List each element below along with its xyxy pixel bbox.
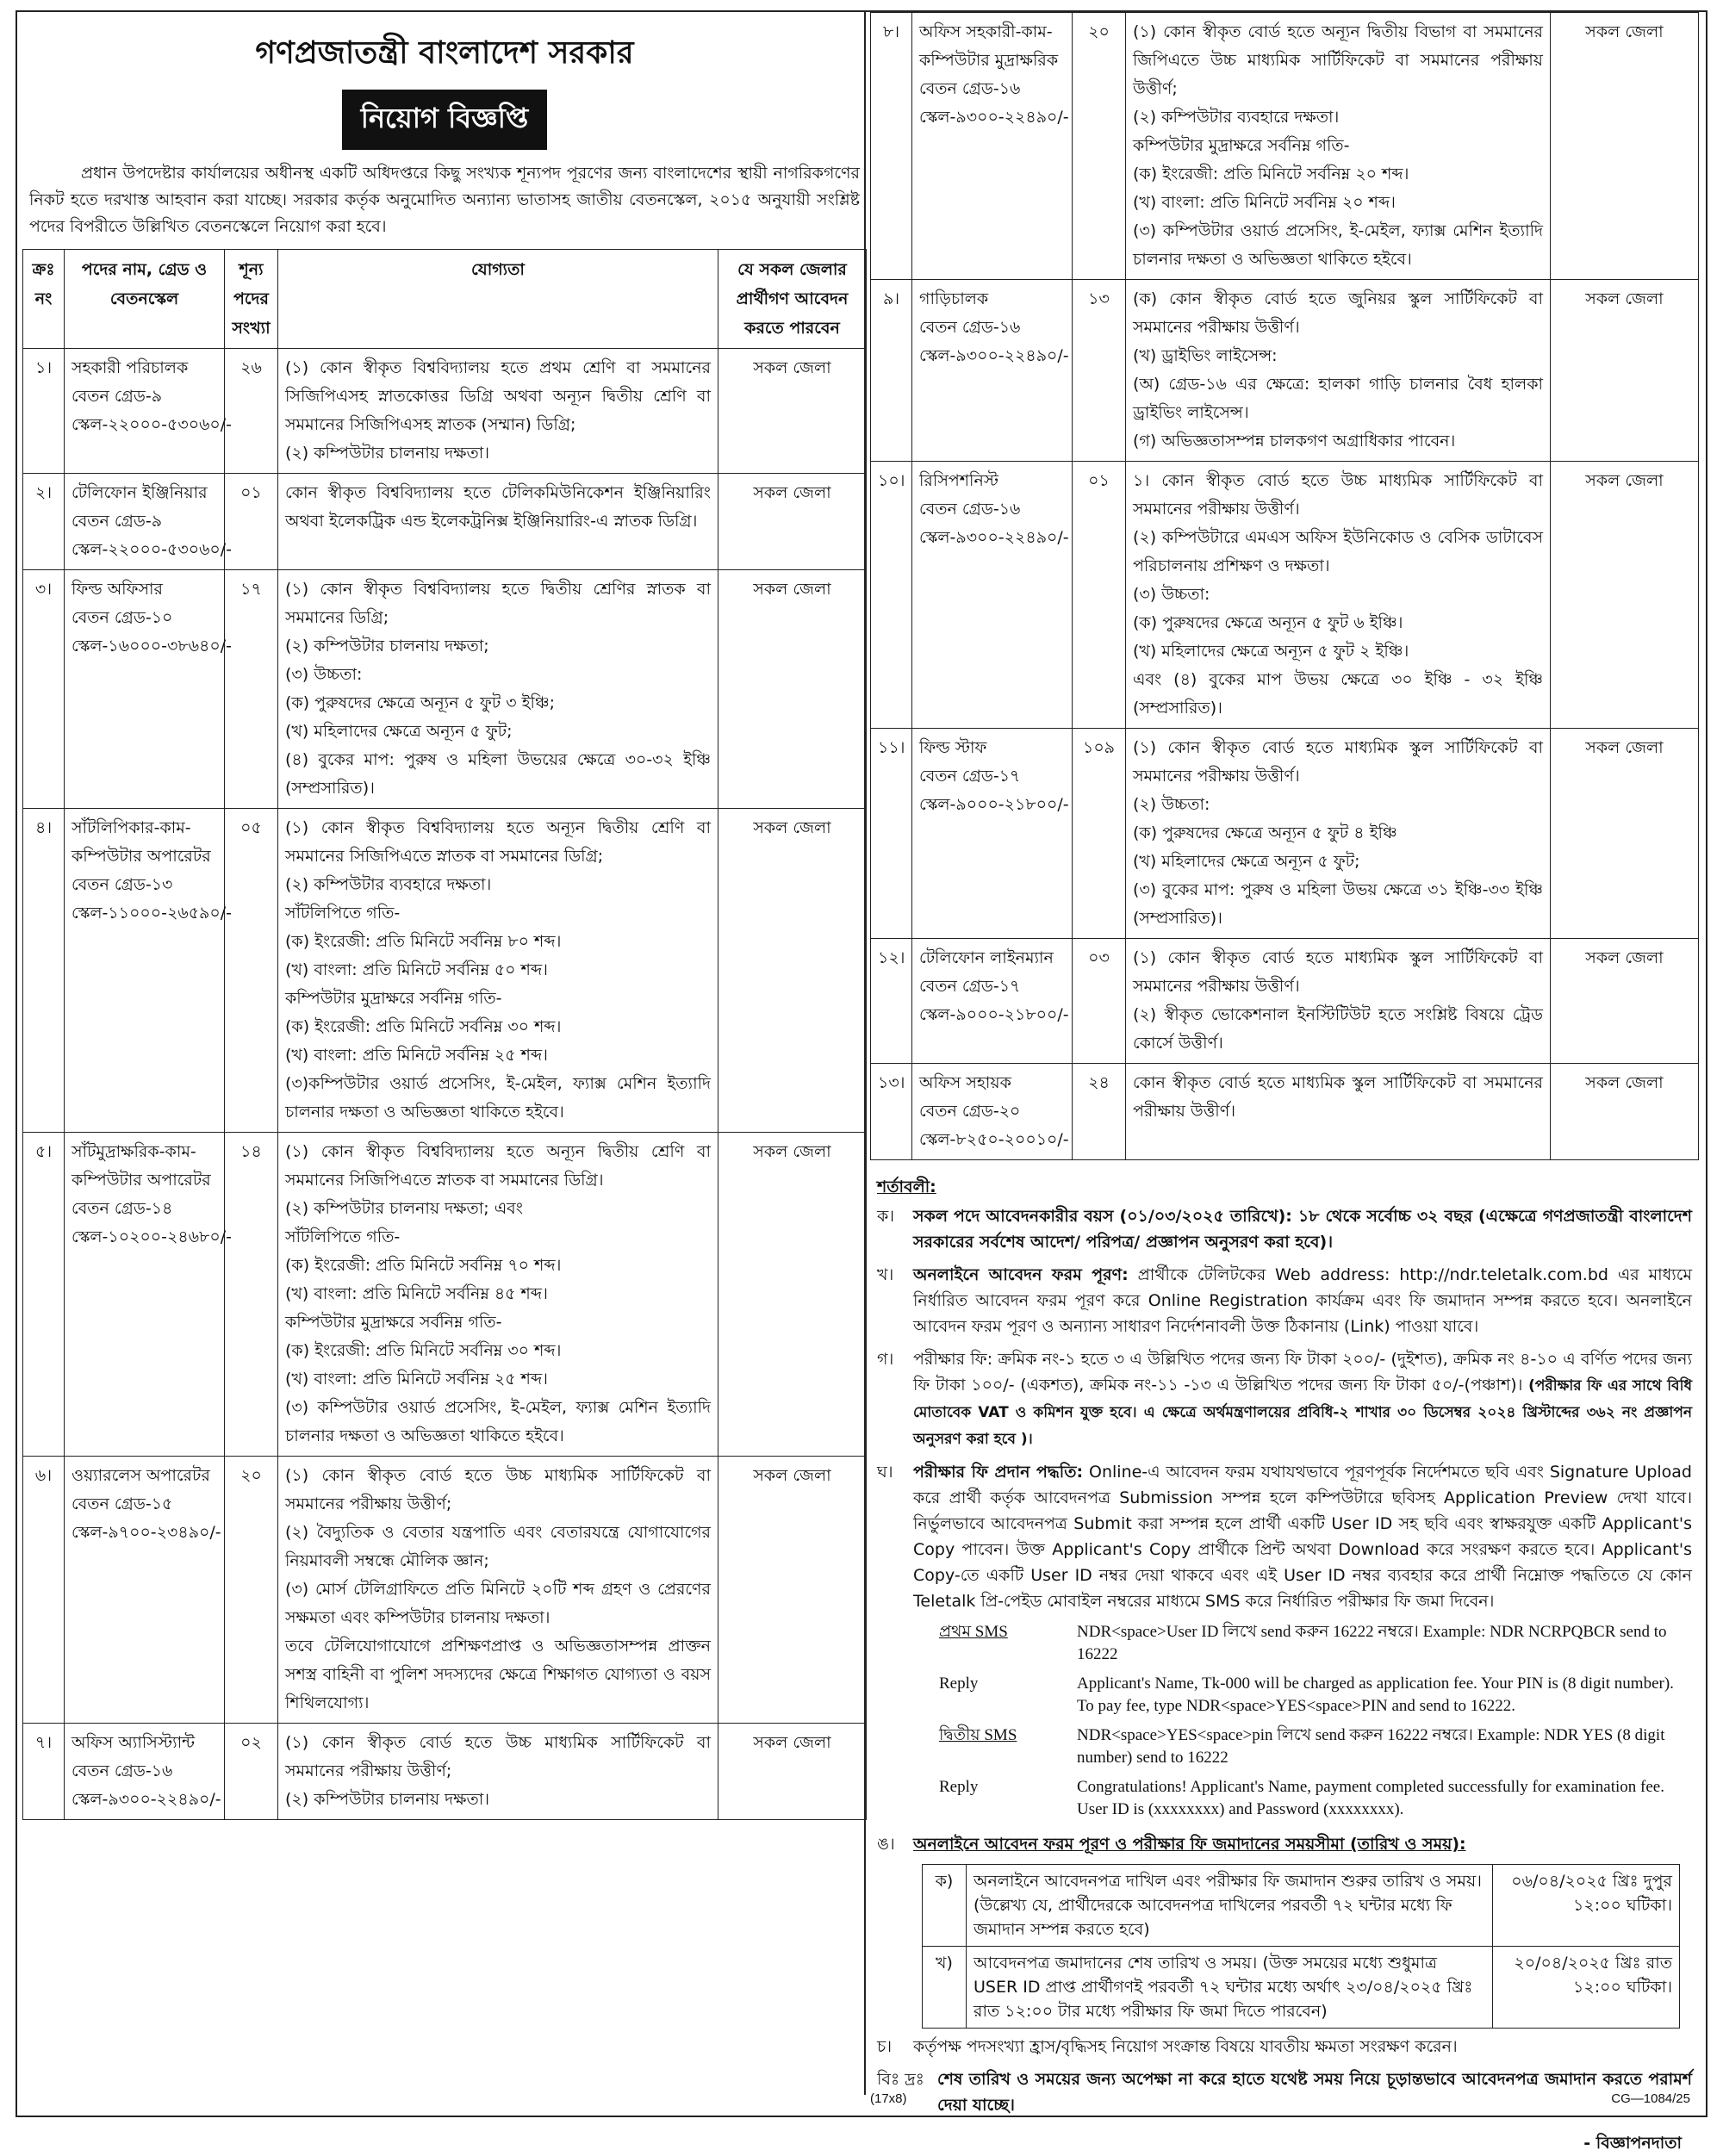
term-ka-text: সকল পদে আবেদনকারীর বয়স (০১/০৩/২০২৫ তারিখে): ১৮ থেকে সর্বোচ্চ ৩২ বছর (এক্ষেত্রে গণপ্রজাতন্ত্রী বাংলাদেশ সরকারের সর্বশেষ আদেশ/ পরিপত্র/ প্রজ্ঞাপন অনুসরণ করা হবে)। [913, 1207, 1692, 1252]
pay-scale: স্কেল-৯৩০০-২২৪৯০/- [919, 528, 1069, 547]
job-post-name [912, 13, 1073, 280]
pay-scale: স্কেল-৯৩০০-২২৪৯০/- [72, 1790, 221, 1809]
qualification-item: (ক) পুরুষদের ক্ষেত্রে অন্যূন ৫ ফুট ৩ ইঞ্চি; [285, 693, 555, 712]
qualification-item: (ক) পুরুষদের ক্ষেত্রে অন্যূন ৫ ফুট ৪ ইঞ্চি [1133, 823, 1397, 842]
job-qualification [1126, 1064, 1551, 1160]
qualification-item: (খ) মহিলাদের ক্ষেত্রে অন্যূন ৫ ফুট ২ ইঞ্চি। [1133, 642, 1409, 661]
eligible-districts: সকল জেলা [718, 349, 867, 474]
eligible-districts: সকল জেলা [718, 570, 867, 809]
sms-label: Reply [939, 1778, 979, 1796]
post-title: গাড়িচালক [919, 289, 989, 308]
qualification-item: (খ) বাংলা: প্রতি মিনিটে সর্বনিম্ন ২৫ শব্দ। [285, 1046, 548, 1065]
eligible-districts: সকল জেলা [1551, 13, 1699, 280]
pay-scale: স্কেল-৮২৫০-২০০১০/- [919, 1130, 1069, 1149]
vacancy-count: ২৬ [225, 349, 278, 474]
job-row [871, 280, 1699, 462]
job-row [23, 809, 867, 1133]
qualification-item: (২) কম্পিউটারে এমএস অফিস ইউনিকোড ও বেসিক ডাটাবেস পরিচালনায় প্রশিক্ষণ ও দক্ষতা। [1133, 528, 1543, 575]
job-post-name [65, 1724, 225, 1820]
qualification-item: (৩) উচ্চতা: [1133, 585, 1210, 604]
eligible-districts: সকল জেলা [718, 809, 867, 1133]
job-post-name [65, 1133, 232, 1457]
term-gha-text: Online-এ আবেদন ফরম যথাযথভাবে পূরণপূর্বক নির্দেশমতে ছবি এবং Signature Upload করে প্রার্থী কর্তৃক আবেদনপত্র Submission সম্পন্ন হলে কম্পিউটারে ছবিসহ Application Preview দেখা যাবে। নির্ভুলভাবে আবেদনপত্র Submit করা সম্পন্ন হলে প্রার্থী একটি User ID সহ ছবি এবং স্বাক্ষরযুক্ত একটি Applicant's Copy পাবেন। উক্ত Applicant's Copy প্রার্থীকে প্রিন্ট অথবা Download করে সংরক্ষণ করতে হবে। Applicant's Copy-তে একটি User ID নম্বর দেয়া থাকবে এবং এই User ID নম্বর ব্যবহার করে প্রার্থী নিম্নোক্ত পদ্ধতিতে যে কোন Teletalk প্রি-পেইড মোবাইল নম্বরের মাধ্যমে SMS করে নির্ধারিত পরীক্ষার ফি জমা দিবেন। [913, 1463, 1692, 1611]
job-post-name [912, 280, 1073, 462]
pay-scale: স্কেল-৯৩০০-২২৪৯০/- [919, 108, 1069, 127]
qualification-item: (১) কোন স্বীকৃত বোর্ড হতে মাধ্যমিক স্কুল সার্টিফিকেট বা সমমানের পরীক্ষায় উত্তীর্ণ। [1133, 738, 1543, 786]
pay-scale: স্কেল-২২০০০-৫৩০৬০/- [72, 415, 233, 434]
job-serial: ১৩। [871, 1064, 912, 1160]
pay-grade: বেতন গ্রেড-১৬ [72, 1761, 173, 1780]
qualification-item: (অ) গ্রেড-১৬ এর ক্ষেত্রে: হালকা গাড়ি চালনার বৈধ হালকা ড্রাইভিং লাইসেন্স। [1133, 375, 1543, 422]
vacancy-count: ১৪ [225, 1133, 278, 1457]
qualification-item: (২) কম্পিউটার চালনায় দক্ষতা। [285, 1790, 490, 1809]
deadline-date: ২০/০৪/২০২৫ খ্রিঃ রাত ১২:০০ ঘটিকা। [1493, 1947, 1680, 2029]
sms-text: Congratulations! Applicant's Name, payment completed successfully for examination fee. User ID is (xxxxxxxx) and Password (xxxxxxxx). [1077, 1778, 1664, 1818]
job-qualification [1126, 939, 1551, 1064]
eligible-districts: সকল জেলা [718, 1133, 867, 1457]
pay-scale: স্কেল-২২০০০-৫৩০৬০/- [72, 540, 233, 559]
deadline-heading: অনলাইনে আবেদন ফরম পূরণ ও পরীক্ষার ফি জমাদানের সময়সীমা (তারিখ ও সময়): [913, 1835, 1466, 1854]
job-post-name [912, 462, 1073, 729]
qualification-item: (১) কোন স্বীকৃত বোর্ড হতে উচ্চ মাধ্যমিক সার্টিফিকেট বা সমমানের পরীক্ষায় উত্তীর্ণ; [285, 1466, 711, 1513]
ad-size: (17x8) [870, 2091, 907, 2106]
job-serial: ৮। [871, 13, 912, 280]
qualification-item: (ক) ইংরেজী: প্রতি মিনিটে সর্বনিম্ন ৮০ শব্দ। [285, 932, 562, 951]
eligible-districts: সকল জেলা [718, 1457, 867, 1724]
deadline-date: ০৬/০৪/২০২৫ খ্রিঃ দুপুর ১২:০০ ঘটিকা। [1493, 1865, 1680, 1947]
job-qualification [278, 1724, 718, 1820]
qualification-item: কম্পিউটার মুদ্রাক্ষরে সর্বনিম্ন গতি- [1133, 136, 1350, 155]
sms-instructions [939, 1621, 1682, 1828]
post-title: ফিল্ড অফিসার [72, 580, 163, 599]
qualification-item: (ক) কোন স্বীকৃত বোর্ড হতে জুনিয়র স্কুল সার্টিফিকেট বা সমমানের পরীক্ষায় উত্তীর্ণ। [1133, 289, 1543, 337]
job-row [23, 1133, 867, 1457]
right-column [870, 12, 1699, 2156]
qualification-item: (২) কম্পিউটার চালনায় দক্ষতা। [285, 444, 490, 463]
job-row [871, 939, 1699, 1064]
job-post-name [65, 474, 233, 570]
qualification-item: (৩) কম্পিউটার ওয়ার্ড প্রসেসিং, ই-মেইল, ফ্যাক্স মেশিন ইত্যাদি চালনার দক্ষতা ও অভিজ্ঞতা থাকিতে হইবে। [285, 1398, 711, 1445]
qualification-item: (১) কোন স্বীকৃত বোর্ড হতে অন্যূন দ্বিতীয় বিভাগ বা সমমানের জিপিএতে উচ্চ মাধ্যমিক সার্টিফিকেট বা সমমানের পরীক্ষায় উত্তীর্ণ; [1133, 22, 1543, 98]
qualification-item: (২) উচ্চতা: [1133, 795, 1210, 814]
pay-grade: বেতন গ্রেড-১৬ [919, 79, 1021, 98]
job-qualification [278, 1133, 718, 1457]
post-title: ফিল্ড স্টাফ [919, 738, 987, 757]
job-serial: ৪। [23, 809, 65, 1133]
pay-scale: স্কেল-৯০০০-২১৮০০/- [919, 795, 1069, 814]
qualification-item: (১) কোন স্বীকৃত বিশ্ববিদ্যালয় হতে অন্যূন দ্বিতীয় শ্রেণি বা সমমানের সিজিপিএতে স্নাতক বা সমমানের ডিগ্রি। [285, 1142, 711, 1190]
qualification-item: কম্পিউটার মুদ্রাক্ষরে সর্বনিম্ন গতি- [285, 1313, 502, 1332]
qualification-item: (২) স্বীকৃত ভোকেশনাল ইনস্টিটিউট হতে সংশ্লিষ্ট বিষয়ে ট্রেড কোর্সে উত্তীর্ণ। [1133, 1005, 1543, 1053]
job-row [23, 349, 867, 474]
qualification-item: (ক) ইংরেজী: প্রতি মিনিটে সর্বনিম্ন ৭০ শব্দ। [285, 1256, 562, 1275]
post-title: সাঁটমুদ্রাক্ষরিক-কাম-কম্পিউটার অপারেটর [72, 1142, 211, 1190]
term-ga-note: (পরীক্ষার ফি এর সাথে বিধি মোতাবেক VAT ও কমিশন যুক্ত হবে। এ ক্ষেত্রে অর্থমন্ত্রণালয়ের প্রবিধি-২ শাখার ৩০ ডিসেম্বর ২০২৪ খ্রিস্টাব্দের ৩৬২ নং প্রজ্ঞাপন অনুসরণ করা হবে )। [913, 1377, 1692, 1448]
vacancy-count: ০১ [1073, 462, 1126, 729]
post-title: অফিস সহায়ক [919, 1073, 1011, 1092]
job-serial: ৬। [23, 1457, 65, 1724]
qualification-item: কোন স্বীকৃত বিশ্ববিদ্যালয় হতে টেলিকমিউনিকেশন ইঞ্জিনিয়ারিং অথবা ইলেকট্রিক এন্ড ইলেকট্রনিক্স ইঞ্জিনিয়ারিং-এ স্নাতক ডিগ্রি। [285, 483, 711, 531]
job-qualification [1126, 280, 1551, 462]
pay-scale: স্কেল-১১০০০-২৬৫৯০/- [72, 904, 232, 923]
job-qualification [278, 349, 718, 474]
term-cha: চ। কর্তৃপক্ষ পদসংখ্যা হ্রাস/বৃদ্ধিসহ নিয়োগ সংক্রান্ত বিষয়ে যাবতীয় ক্ষমতা সংরক্ষণ করেন। [870, 2034, 1699, 2060]
job-row [23, 1457, 867, 1724]
pay-scale: স্কেল-১৬০০০-৩৮৬৪০/- [72, 637, 232, 655]
qualification-item: (২) কম্পিউটার চালনায় দক্ষতা; এবং [285, 1199, 523, 1218]
job-post-name [65, 570, 232, 809]
eligible-districts: সকল জেলা [718, 474, 867, 570]
pay-grade: বেতন গ্রেড-১৭ [919, 767, 1021, 786]
post-title: ওয়্যারলেস অপারেটর [72, 1466, 210, 1485]
job-serial: ১১। [871, 729, 912, 939]
deadline-table [922, 1864, 1680, 2029]
qualification-item: (৩) উচ্চতা: [285, 665, 363, 684]
post-title: সাঁটলিপিকার-কাম-কম্পিউটার অপারেটর [72, 818, 211, 866]
pay-grade: বেতন গ্রেড-২০ [919, 1102, 1021, 1121]
qualification-item: এবং (৪) বুকের মাপ উভয় ক্ষেত্রে ৩০ ইঞ্চি - ৩২ ইঞ্চি (সম্প্রসারিত)। [1133, 670, 1543, 718]
job-row [871, 1064, 1699, 1160]
deadline-text: আবেদনপত্র জমাদানের শেষ তারিখ ও সময়। (উক্ত সময়ের মধ্যে শুধুমাত্র USER ID প্রাপ্ত প্রার্থীগণই পরবর্তী ৭২ ঘন্টার মধ্যে অর্থাৎ ২৩/০৪/২০২৫ খ্রিঃ রাত ১২:০০ টার মধ্যে পরীক্ষার ফি জমা দিতে পারবেন) [967, 1947, 1493, 2029]
job-row [23, 570, 867, 809]
job-serial: ২। [23, 474, 65, 570]
vacancy-count: ২৪ [1073, 1064, 1126, 1160]
term-ga-text: পরীক্ষার ফি: ক্রমিক নং-১ হতে ৩ এ উল্লিখিত পদের জন্য ফি টাকা ২০০/- (দুইশত), ক্রমিক নং ৪-১০ এ বর্ণিত পদের জন্য ফি টাকা ১০০/- (একশত), ক্রমিক নং-১১ -১৩ এ উল্লিখিত পদের জন্য ফি টাকা ৫০/-(পঞ্চাশ)। [913, 1350, 1692, 1395]
job-serial: ১২। [871, 939, 912, 1064]
job-post-name [912, 939, 1073, 1064]
pay-grade: বেতন গ্রেড-৯ [72, 387, 163, 406]
pay-grade: বেতন গ্রেড-১০ [72, 608, 173, 627]
job-serial: ৫। [23, 1133, 65, 1457]
post-title: রিসিপশনিস্ট [919, 471, 999, 490]
pay-scale: স্কেল-১০২০০-২৪৬৮০/- [72, 1227, 232, 1246]
job-qualification [278, 570, 718, 809]
qualification-item: কোন স্বীকৃত বোর্ড হতে মাধ্যমিক স্কুল সার্টিফিকেট বা সমমানের পরীক্ষায় উত্তীর্ণ। [1133, 1073, 1543, 1121]
job-serial: ১। [23, 349, 65, 474]
job-qualification [1126, 462, 1551, 729]
jobs-table-right [870, 12, 1699, 1160]
job-post-name [65, 809, 232, 1133]
post-title: অফিস অ্যাসিস্ট্যান্ট [72, 1733, 196, 1752]
job-serial: ৩। [23, 570, 65, 809]
term-cha-text: কর্তৃপক্ষ পদসংখ্যা হ্রাস/বৃদ্ধিসহ নিয়োগ সংক্রান্ত বিষয়ে যাবতীয় ক্ষমতা সংরক্ষণ করেন। [913, 2037, 1458, 2056]
job-row [23, 1724, 867, 1820]
job-row [871, 462, 1699, 729]
post-title: টেলিফোন লাইনম্যান [919, 948, 1054, 967]
pay-grade: বেতন গ্রেড-৯ [72, 512, 163, 531]
qualification-item: (খ) বাংলা: প্রতি মিনিটে সর্বনিম্ন ২০ শব্দ। [1133, 193, 1396, 212]
job-row [871, 729, 1699, 939]
qualification-item: সাঁটলিপিতে গতি- [285, 904, 401, 923]
eligible-districts: সকল জেলা [1551, 462, 1699, 729]
job-serial: ৭। [23, 1724, 65, 1820]
qualification-item: (২) কম্পিউটার ব্যবহারে দক্ষতা। [1133, 108, 1340, 127]
pay-grade: বেতন গ্রেড-১৫ [72, 1494, 173, 1513]
qualification-item: (খ) মহিলাদের ক্ষেত্রে অন্যূন ৫ ফুট; [285, 722, 513, 741]
term-umo: ঙ। অনলাইনে আবেদন ফরম পূরণ ও পরীক্ষার ফি জমাদানের সময়সীমা (তারিখ ও সময়): [870, 1831, 1699, 1857]
vacancy-count: ১৭ [225, 570, 278, 809]
pay-grade: বেতন গ্রেড-১৩ [72, 875, 173, 894]
header-post-name: পদের নাম, গ্রেড ও বেতনস্কেল [65, 250, 225, 349]
note-text: শেষ তারিখ ও সময়ের জন্য অপেক্ষা না করে হাতে যথেষ্ট সময় নিয়ে চূড়ান্তভাবে আবেদনপত্র জমাদান করতে পরামর্শ দেয়া যাচ্ছে। [937, 2070, 1692, 2115]
qualification-item: (১) কোন স্বীকৃত বিশ্ববিদ্যালয় হতে অন্যূন দ্বিতীয় শ্রেণি বা সমমানের সিজিপিএতে স্নাতক বা সমমানের ডিগ্রি; [285, 818, 711, 866]
job-post-name [912, 1064, 1073, 1160]
government-title: গণপ্রজাতন্ত্রী বাংলাদেশ সরকার [255, 35, 634, 71]
pay-grade: বেতন গ্রেড-১৪ [72, 1199, 173, 1218]
term-kha: খ। অনলাইনে আবেদন ফরম পূরণ: প্রার্থীকে টেলিটকের Web address: http://ndr.teletalk.com.bd এর মাধ্যমে নির্ধারিত আবেদন ফরম পূরণ করে Online Registration কার্যক্রম এবং ফি জমাদান সম্পন্ন করতে হবে। অনলাইনে আবেদন ফরম পূরণ ও অন্যান্য সাধারণ নির্দেশনাবলী উক্ত ঠিকানায় (Link) পাওয়া যাবে। [877, 1265, 1692, 1336]
eligible-districts: সকল জেলা [1551, 939, 1699, 1064]
deadline-row [923, 1865, 1680, 1947]
terms-section [870, 1174, 1699, 2156]
qualification-item: (খ) ড্রাইভিং লাইসেন্স: [1133, 346, 1278, 365]
pay-scale: স্কেল-৯৩০০-২২৪৯০/- [919, 346, 1069, 365]
intro-paragraph: প্রধান উপদেষ্টার কার্যালয়ের অধীনস্থ একটি অধিদপ্তরে কিছু সংখ্যক শূন্যপদ পূরণের জন্য বাংলাদেশের স্থায়ী নাগরিকগণের নিকট হতে দরখাস্ত আহবান করা যাচ্ছে। সরকার কর্তৃক অনুমোদিত অন্যান্য ভাতাসহ জাতীয় বেতনস্কেল, ২০১৫ অনুযায়ী সংশ্লিষ্ট পদের বিপরীতে উল্লিখিত বেতনস্কেলে নিয়োগ করা হবে। [29, 164, 860, 236]
job-post-name [65, 1457, 225, 1724]
qualification-item: (ক) পুরুষদের ক্ষেত্রে অন্যূন ৫ ফুট ৬ ইঞ্চি। [1133, 613, 1403, 632]
job-qualification [278, 809, 718, 1133]
job-qualification [1126, 729, 1551, 939]
job-serial: ১০। [871, 462, 912, 729]
post-title: অফিস সহকারী-কাম-কম্পিউটার মুদ্রাক্ষরিক [919, 22, 1059, 70]
qualification-item: সাঁটলিপিতে গতি- [285, 1227, 401, 1246]
job-qualification [278, 1457, 718, 1724]
qualification-item: (খ) বাংলা: প্রতি মিনিটে সর্বনিম্ন ৪৫ শব্দ। [285, 1284, 548, 1303]
sms-text: NDR<space>User ID লিখে send করুন 16222 নম্বরে। Example: NDR NCRPQBCR send to 16222 [1077, 1623, 1667, 1663]
sms-text: Applicant's Name, Tk-000 will be charged as application fee. Your PIN is (8 digit number). To pay fee, type NDR<space>YES<space>PIN and send to 16222. [1077, 1674, 1674, 1715]
job-row [871, 13, 1699, 280]
job-serial: ৯। [871, 280, 912, 462]
vacancy-count: ২০ [225, 1457, 278, 1724]
qualification-item: (২) কম্পিউটার ব্যবহারে দক্ষতা। [285, 875, 492, 894]
header-vacancy-count: শূন্য পদের সংখ্যা [225, 250, 278, 349]
term-ga: গ। পরীক্ষার ফি: ক্রমিক নং-১ হতে ৩ এ উল্লিখিত পদের জন্য ফি টাকা ২০০/- (দুইশত), ক্রমিক নং ৪-১০ এ বর্ণিত পদের জন্য ফি টাকা ১০০/- (একশত), ক্রমিক নং-১১ -১৩ এ উল্লিখিত পদের জন্য ফি টাকা ৫০/-(পঞ্চাশ)। (পরীক্ষার ফি এর সাথে বিধি মোতাবেক VAT ও কমিশন যুক্ত হবে। এ ক্ষেত্রে অর্থমন্ত্রণালয়ের প্রবিধি-২ শাখার ৩০ ডিসেম্বর ২০২৪ খ্রিস্টাব্দের ৩৬২ নং প্রজ্ঞাপন অনুসরণ করা হবে )। [877, 1350, 1692, 1448]
note: বিঃ দ্রঃ শেষ তারিখ ও সময়ের জন্য অপেক্ষা না করে হাতে যথেষ্ট সময় নিয়ে চূড়ান্তভাবে আবেদনপত্র জমাদান করতে পরামর্শ দেয়া যাচ্ছে। [870, 2066, 1699, 2118]
qualification-item: (৩) মোর্স টেলিগ্রাফিতে প্রতি মিনিটে ২০টি শব্দ গ্রহণ ও প্রেরণের সক্ষমতা এবং কম্পিউটার চালনায় দক্ষতা। [285, 1580, 711, 1627]
vacancy-count: ২০ [1073, 13, 1126, 280]
recruitment-notice-heading: নিয়োগ বিজ্ঞপ্তি [342, 90, 547, 150]
qualification-item: (১) কোন স্বীকৃত বিশ্ববিদ্যালয় হতে দ্বিতীয় শ্রেণির স্নাতক বা সমমানের ডিগ্রি; [285, 580, 711, 627]
sms-label: Reply [939, 1674, 979, 1693]
qualification-item: (১) কোন স্বীকৃত বিশ্ববিদ্যালয় হতে প্রথম শ্রেণি বা সমমানের সিজিপিএসহ স্নাতকোত্তর ডিগ্রি অথবা অন্যূন দ্বিতীয় শ্রেণি বা সমমানের সিজিপিএসহ স্নাতক (সম্মান) ডিগ্রি; [285, 358, 711, 434]
vacancy-count: ০৫ [225, 809, 278, 1133]
qualification-item: (৩) কম্পিউটার ওয়ার্ড প্রসেসিং, ই-মেইল, ফ্যাক্স মেশিন ইত্যাদি চালনার দক্ষতা ও অভিজ্ঞতা থাকিতে হইবে। [1133, 221, 1543, 269]
post-title: টেলিফোন ইঞ্জিনিয়ার [72, 483, 208, 502]
pay-scale: স্কেল-৯০০০-২১৮০০/- [919, 1005, 1069, 1024]
jobs-table-left [22, 249, 867, 1820]
eligible-districts: সকল জেলা [1551, 729, 1699, 939]
terms-heading: শর্তাবলী: [877, 1177, 936, 1196]
sms-label: দ্বিতীয় SMS [939, 1726, 1017, 1744]
term-gha: ঘ। পরীক্ষার ফি প্রদান পদ্ধতি: Online-এ আবেদন ফরম যথাযথভাবে পূরণপূর্বক নির্দেশমতে ছবি এবং Signature Upload করে প্রার্থী কর্তৃক আবেদনপত্র Submission সম্পন্ন হলে কম্পিউটারে ছবিসহ Application Preview দেখা যাবে। নির্ভুলভাবে আবেদনপত্র Submit করা সম্পন্ন হলে প্রার্থী একটি User ID সহ ছবি এবং স্বাক্ষরযুক্ত একটি Applicant's Copy পাবেন। উক্ত Applicant's Copy প্রার্থীকে প্রিন্ট অথবা Download করে সংরক্ষণ করতে হবে। Applicant's Copy-তে একটি User ID নম্বর দেয়া থাকবে এবং এই User ID নম্বর ব্যবহার করে প্রার্থী নিম্নোক্ত পদ্ধতিতে যে কোন Teletalk প্রি-পেইড মোবাইল নম্বরের মাধ্যমে SMS করে নির্ধারিত পরীক্ষার ফি জমা দিবেন। [877, 1463, 1692, 1611]
header-districts: যে সকল জেলার প্রার্থীগণ আবেদন করতে পারবেন [718, 250, 867, 349]
job-qualification [278, 474, 718, 570]
qualification-item: (ক) ইংরেজী: প্রতি মিনিটে সর্বনিম্ন ৩০ শব্দ। [285, 1341, 562, 1360]
qualification-item: কম্পিউটার মুদ্রাক্ষরে সর্বনিম্ন গতি- [285, 989, 502, 1008]
qualification-item: (৩)কম্পিউটার ওয়ার্ড প্রসেসিং, ই-মেইল, ফ্যাক্স মেশিন ইত্যাদি চালনার দক্ষতা ও অভিজ্ঞতা থাকিতে হইবে। [285, 1074, 711, 1121]
deadline-row [923, 1947, 1680, 2029]
pay-grade: বেতন গ্রেড-১৭ [919, 977, 1021, 996]
left-column [22, 17, 867, 1820]
eligible-districts: সকল জেলা [1551, 1064, 1699, 1160]
qualification-item: (খ) বাংলা: প্রতি মিনিটে সর্বনিম্ন ৫০ শব্দ। [285, 960, 548, 979]
term-kha-text: প্রার্থীকে টেলিটকের Web address: http://ndr.teletalk.com.bd এর মাধ্যমে নির্ধারিত আবেদন ফরম পূরণ করে Online Registration কার্যক্রম এবং ফি জমাদান সম্পন্ন করতে হবে। অনলাইনে আবেদন ফরম পূরণ ও অন্যান্য সাধারণ নির্দেশনাবলী উক্ত ঠিকানায় (Link) পাওয়া যাবে। [913, 1265, 1692, 1336]
eligible-districts: সকল জেলা [1551, 280, 1699, 462]
deadline-key: খ) [923, 1947, 967, 2029]
qualification-item: (৪) বুকের মাপ: পুরুষ ও মহিলা উভয়ের ক্ষেত্রে ৩০-৩২ ইঞ্চি (সম্প্রসারিত)। [285, 750, 711, 798]
eligible-districts: সকল জেলা [718, 1724, 867, 1820]
qualification-item: তবে টেলিযোগাযোগে প্রশিক্ষণপ্রাপ্ত ও অভিজ্ঞতাসম্পন্ন প্রাক্তন সশস্ত্র বাহিনী বা পুলিশ সদস্যদের ক্ষেত্রে শিক্ষাগত যোগ্যতা ও বয়স শিথিলযোগ্য। [285, 1637, 711, 1712]
qualification-item: (১) কোন স্বীকৃত বোর্ড হতে মাধ্যমিক স্কুল সার্টিফিকেট বা সমমানের পরীক্ষায় উত্তীর্ণ। [1133, 948, 1543, 996]
vacancy-count: ১০৯ [1073, 729, 1126, 939]
term-ka: ক। সকল পদে আবেদনকারীর বয়স (০১/০৩/২০২৫ তারিখে): ১৮ থেকে সর্বোচ্চ ৩২ বছর (এক্ষেত্রে গণপ্রজাতন্ত্রী বাংলাদেশ সরকারের সর্বশেষ আদেশ/ পরিপত্র/ প্রজ্ঞাপন অনুসরণ করা হবে)। [870, 1203, 1699, 1255]
sms-label: প্রথম SMS [939, 1623, 1008, 1641]
vacancy-count: ০২ [225, 1724, 278, 1820]
qualification-item: (৩) বুকের মাপ: পুরুষ ও মহিলা উভয় ক্ষেত্রে ৩১ ইঞ্চি-৩৩ ইঞ্চি (সম্প্রসারিত)। [1133, 880, 1543, 928]
qualification-item: (২) বৈদ্যুতিক ও বেতার যন্ত্রপাতি এবং বেতারযন্ত্রে যোগাযোগের নিয়মাবলী সম্বন্ধে মৌলিক জ্ঞান; [285, 1523, 711, 1570]
deadline-key: ক) [923, 1865, 967, 1947]
job-post-name [65, 349, 233, 474]
vacancy-count: ০৩ [1073, 939, 1126, 1064]
qualification-item: (১) কোন স্বীকৃত বোর্ড হতে উচ্চ মাধ্যমিক সার্টিফিকেট বা সমমানের পরীক্ষায় উত্তীর্ণ; [285, 1733, 711, 1780]
pay-grade: বেতন গ্রেড-১৬ [919, 500, 1021, 519]
header-serial: ক্রঃ নং [23, 250, 65, 349]
job-qualification [1126, 13, 1551, 280]
term-kha-lead: অনলাইনে আবেদন ফরম পূরণ: [913, 1265, 1129, 1284]
pay-scale: স্কেল-৯৭০০-২৩৪৯০/- [72, 1523, 221, 1542]
advertiser-signature: - বিজ্ঞাপনদাতা [1583, 2134, 1682, 2153]
ad-code: CG—1084/25 [1611, 2091, 1690, 2106]
post-title: সহকারী পরিচালক [72, 358, 189, 377]
header-qualification: যোগ্যতা [278, 250, 718, 349]
qualification-item: (খ) বাংলা: প্রতি মিনিটে সর্বনিম্ন ২৫ শব্দ। [285, 1370, 548, 1389]
qualification-item: (খ) মহিলাদের ক্ষেত্রে অন্যূন ৫ ফুট; [1133, 852, 1360, 871]
deadline-text: অনলাইনে আবেদনপত্র দাখিল এবং পরীক্ষার ফি জমাদান শুরুর তারিখ ও সময়। (উল্লেখ্য যে, প্রার্থীদেরকে আবেদনপত্র দাখিলের পরবর্তী ৭২ ঘন্টার মধ্যে ফি জমাদান সম্পন্ন করতে হবে) [967, 1865, 1493, 1947]
qualification-item: ১। কোন স্বীকৃত বোর্ড হতে উচ্চ মাধ্যমিক সার্টিফিকেট বা সমমানের পরীক্ষায় উত্তীর্ণ। [1133, 471, 1543, 519]
sms-text: NDR<space>YES<space>pin লিখে send করুন 16222 নম্বরে। Example: NDR YES (8 digit number) send to 16222 [1077, 1726, 1665, 1767]
qualification-item: (২) কম্পিউটার চালনায় দক্ষতা; [285, 637, 489, 655]
qualification-item: (ক) ইংরেজী: প্রতি মিনিটে সর্বনিম্ন ২০ শব্দ। [1133, 165, 1409, 183]
job-post-name [912, 729, 1073, 939]
qualification-item: (গ) অভিজ্ঞতাসম্পন্ন চালকগণ অগ্রাধিকার পাবেন। [1133, 432, 1456, 450]
vacancy-count: ০১ [225, 474, 278, 570]
pay-grade: বেতন গ্রেড-১৬ [919, 318, 1021, 337]
job-row [23, 474, 867, 570]
term-gha-lead: পরীক্ষার ফি প্রদান পদ্ধতি: [913, 1463, 1084, 1482]
qualification-item: (ক) ইংরেজী: প্রতি মিনিটে সর্বনিম্ন ৩০ শব্দ। [285, 1017, 562, 1036]
vacancy-count: ১৩ [1073, 280, 1126, 462]
